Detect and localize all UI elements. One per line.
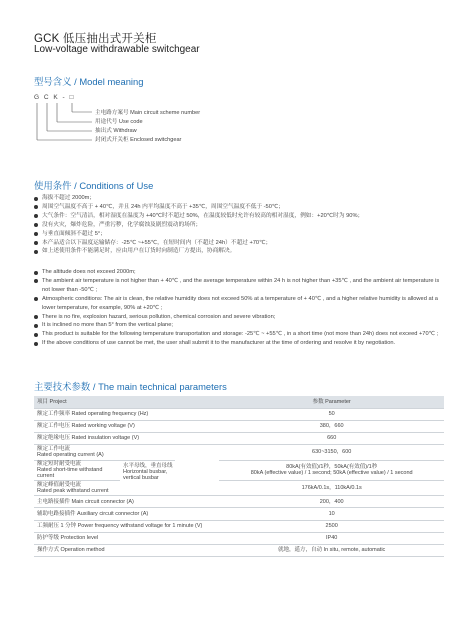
list-item: The ambient air temperature is not higher than + 40℃ , and the average temperature within 24 h is not higher than +35℃ , and the ambient air temperature is not lower than -50℃ ; [34, 277, 444, 295]
conditions-cn-list [34, 194, 444, 256]
row-label [34, 460, 120, 480]
row-label: 额定工作电压 Rated working voltage (V) [34, 420, 219, 432]
table-row [34, 508, 444, 520]
row-label: 工频耐压 1 分钟 Power frequency withstand voltage for 1 minute (V) [34, 520, 219, 532]
model-connector-lines [34, 94, 334, 146]
row-value: 2500 [219, 520, 444, 532]
list-item: If the above conditions of use cannot be met, the user shall submit it to the manufacturer at the time of ordering and resolve it by negotiation. [34, 339, 444, 348]
row-value: 630~3150，600 [219, 445, 444, 461]
model-line-enclosed: 封闭式开关柜 Enclosed switchgear [95, 137, 182, 143]
row-value [219, 460, 444, 480]
list-item: Atmospheric conditions: The air is clean, the relative humidity does not exceed 50% at a temperature of + 40℃ , and a higher relative humidity is allowed at a lower temperature, for example, 90% at +20℃ ; [34, 295, 444, 313]
row-value: 就地，遥方，自动 In situ, remote, automatic [219, 545, 444, 557]
model-code: G C K - □ [34, 94, 75, 101]
row-value: 200，400 [219, 496, 444, 508]
table-row [34, 408, 444, 420]
row-label-cn: 额定短时耐受电流 [37, 460, 82, 467]
model-line-scheme: 主电路方案号 Main circuit scheme number [95, 110, 201, 116]
row-value: IP40 [219, 532, 444, 544]
model-diagram [34, 94, 334, 146]
model-line-use-code: 用途代号 Use code [95, 119, 143, 125]
busbar-label-en: Horizontal busbar, [123, 468, 168, 475]
list-item: 海拔不超过 2000m； [34, 194, 444, 203]
col-project: 项目 Project [34, 396, 219, 408]
list-item: 没有火灾，爆炸危险，严重污秽，化学腐蚀及剧烈震动的场所； [34, 221, 444, 230]
busbar-label-en: vertical busbar [123, 475, 159, 482]
table-row [34, 445, 444, 461]
col-parameter: 参数 Parameter [219, 396, 444, 408]
row-label-en: Rated short-time withstand current [37, 466, 103, 480]
row-label: 额定绝缘电压 Rated insulation voltage (V) [34, 432, 219, 444]
row-value-cn: 80kA(有效值)/1秒，50kA(有效值)/1秒 [286, 463, 378, 470]
table-row [34, 496, 444, 508]
list-item: The altitude does not exceed 2000m; [34, 268, 444, 277]
page-title: GCK 低压抽出式开关柜 [34, 33, 157, 45]
list-item: It is inclined no more than 5° from the vertical plane; [34, 321, 444, 330]
table-row [34, 420, 444, 432]
row-label: 防护等级 Protection level [34, 532, 219, 544]
row-label-cn: 额定工作电流 [37, 445, 71, 452]
list-item: This product is suitable for the following temperature transportation and storage: -25℃ ~ +55℃ , in a short time (not more than 24h) does not exceed +70℃ ; [34, 330, 444, 339]
list-item: 与垂直面倾斜不超过 5°； [34, 230, 444, 239]
row-label: 操作方式 Operation method [34, 545, 219, 557]
model-meaning-heading: 型号含义 / Model meaning [34, 76, 144, 87]
table-row [34, 460, 444, 480]
row-label: 辅助电路接插件 Auxiliary circuit connector (A) [34, 508, 219, 520]
table-row [34, 545, 444, 557]
list-item: There is no fire, explosion hazard, serious pollution, chemical corrosion and severe vibration; [34, 313, 444, 322]
parameters-table [34, 396, 444, 557]
list-item: 周围空气温度不高于 + 40℃，并且 24h 内平均温度不高于 +35℃，周围空气温度不低于 -50℃； [34, 203, 444, 212]
table-row [34, 520, 444, 532]
parameters-heading: 主要技术参数 / The main technical parameters [34, 381, 227, 392]
list-item: 大气条件：空气清洁，相对湿度在温度为 +40℃时不超过 50%，在温度较低时允许有较高的相对湿度，例如：+20℃时为 90%； [34, 212, 444, 221]
row-label [34, 480, 120, 496]
model-line-withdraw: 抽出式 Withdraw [95, 128, 137, 134]
list-item: 如上述使用条件不能满足时，应由用户在订货时向制造厂方提出，协商解决。 [34, 247, 444, 256]
row-label: 主电路接插件 Main circuit connector (A) [34, 496, 219, 508]
table-header-row [34, 396, 444, 408]
table-row [34, 532, 444, 544]
row-label-en: Rated peak withstand current [37, 488, 109, 495]
row-label: 额定工作频率 Rated operating frequency (Hz) [34, 408, 219, 420]
busbar-label-cn: 水平母线，垂直母线 [123, 462, 173, 469]
table-row [34, 480, 444, 496]
row-value-en: 80kA (effective value) / 1 second; 50kA (effective value) / 1 second [250, 470, 413, 477]
table-row [34, 432, 444, 444]
list-item: 本产品适合以下温度运输储存：-25℃ ~+55℃，在短时间内（不超过 24h）不超过 +70℃； [34, 239, 444, 248]
row-value: 50 [219, 408, 444, 420]
row-value: 176kA/0.1s，110kA/0.1s [219, 480, 444, 496]
conditions-en-list [34, 268, 444, 348]
row-label-cn: 额定峰值耐受电流 [37, 481, 82, 488]
conditions-heading: 使用条件 / Conditions of Use [34, 180, 154, 191]
row-label [34, 445, 175, 461]
row-value: 380，660 [219, 420, 444, 432]
row-value: 660 [219, 432, 444, 444]
row-value: 10 [219, 508, 444, 520]
page-subtitle: Low-voltage withdrawable switchgear [34, 44, 200, 55]
row-label-en: Rated operating current (A) [37, 452, 104, 459]
busbar-label [120, 460, 219, 496]
